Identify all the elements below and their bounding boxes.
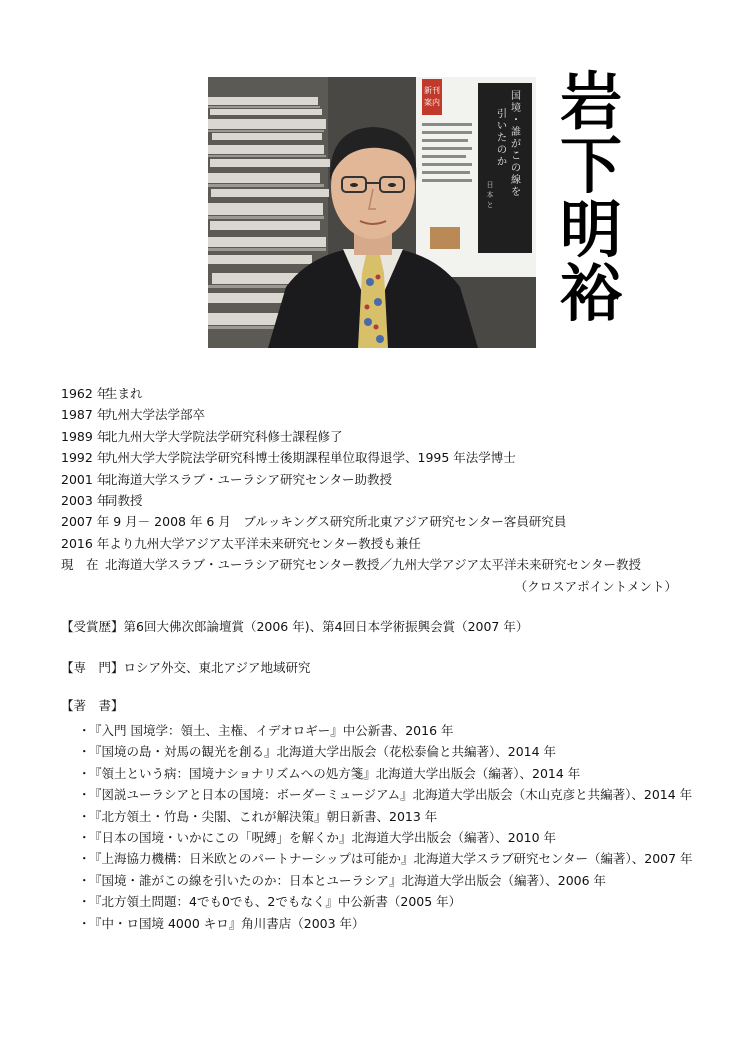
book-item	[78, 891, 698, 912]
poster-tag: 新刊	[424, 86, 440, 95]
book-title: 『中・ロ国境 4000 キロ』角川書店（2003 年）	[89, 915, 365, 931]
career-row	[61, 426, 691, 447]
author-photo	[208, 77, 536, 348]
svg-text:案内: 案内	[424, 98, 440, 107]
book-title: 『北方領土・竹島・尖閣、これが解決策』朝日新書、2013 年	[89, 808, 438, 824]
book-item	[78, 827, 698, 848]
svg-text:の: の	[511, 163, 521, 174]
career-history	[61, 383, 691, 597]
bullet-icon: ・	[78, 808, 91, 824]
svg-text:境: 境	[511, 103, 521, 114]
career-row	[61, 554, 691, 575]
book-item	[78, 806, 698, 827]
name-char: 下	[560, 129, 623, 202]
name-char: 明	[560, 193, 623, 266]
book-title: 『日本の国境・いかにこの「呪縛」を解くか』北海道大学出版会（編著）、2010 年	[89, 830, 557, 846]
career-year: 現 在	[61, 557, 99, 573]
bullet-icon: ・	[78, 744, 91, 760]
book-item	[78, 763, 698, 784]
career-text: 2007 年 9 月－ 2008 年 6 月 ブルッキングス研究所北東アジア研究センター客員研究員	[61, 514, 567, 530]
bullet-icon: ・	[78, 915, 91, 931]
bullet-icon: ・	[78, 872, 91, 888]
svg-text:日: 日	[486, 181, 494, 189]
person-name	[560, 65, 632, 330]
svg-text:こ: こ	[511, 151, 521, 162]
book-title: 『入門 国境学：領土、主権、イデオロギー』中公新書、2016 年	[89, 723, 454, 738]
svg-text:引: 引	[497, 109, 507, 120]
book-item	[78, 913, 698, 934]
name-char: 裕	[560, 257, 623, 330]
svg-text:が: が	[511, 139, 521, 150]
career-row	[61, 404, 691, 425]
books-list	[78, 720, 698, 934]
career-row	[61, 533, 691, 554]
svg-text:い: い	[497, 121, 507, 132]
bullet-icon: ・	[78, 830, 91, 846]
career-row	[61, 447, 691, 468]
book-item	[78, 720, 698, 741]
svg-text:・: ・	[511, 115, 521, 126]
name-char: 岩	[560, 65, 623, 138]
career-text: 北九州大学大学院法学研究科修士課程修了	[105, 428, 343, 444]
bullet-icon: ・	[78, 894, 91, 910]
career-row	[61, 490, 691, 511]
svg-text:た: た	[497, 133, 507, 144]
bullet-icon: ・	[78, 765, 91, 781]
svg-text:を: を	[511, 187, 521, 198]
book-title: 『北方領土問題：4でも0でも、2でもなく』中公新書（2005 年）	[89, 894, 462, 910]
career-text: 九州大学大学院法学研究科博士後期課程単位取得退学、1995 年法学博士	[105, 450, 516, 466]
career-text: 九州大学法学部卒	[105, 407, 206, 423]
career-row	[61, 511, 691, 532]
career-year: 1989 年	[61, 428, 110, 444]
career-row	[61, 383, 691, 404]
career-text: 北海道大学スラブ・ユーラシア研究センター教授／九州大学アジア太平洋未来研究センター教授	[105, 557, 642, 573]
book-item	[78, 870, 698, 891]
svg-text:誰: 誰	[511, 127, 521, 138]
career-year: 2001 年	[61, 471, 110, 487]
svg-text:本: 本	[486, 191, 494, 199]
career-year: 1992 年	[61, 450, 110, 466]
career-year: 1962 年	[61, 386, 110, 401]
career-text: 同教授	[105, 493, 143, 509]
career-text: 北海道大学スラブ・ユーラシア研究センター助教授	[105, 471, 393, 487]
svg-text:と: と	[486, 201, 494, 209]
book-title: 『上海協力機構：日米欧とのパートナーシップは可能か』北海道大学スラブ研究センター（編著）、2007 年	[89, 851, 693, 867]
specialty-line: 【専 門】ロシア外交、東北アジア地域研究	[61, 660, 311, 675]
book-item	[78, 741, 698, 762]
books-heading: 【著 書】	[61, 698, 124, 713]
book-title: 『国境の島・対馬の観光を創る』北海道大学出版会（花松泰倫と共編著）、2014 年	[89, 744, 557, 760]
career-year: 1987 年	[61, 407, 110, 423]
awards-line: 【受賞歴】第6回大佛次郎論壇賞（2006 年)、第4回日本学術振興会賞（2007 年）	[61, 619, 529, 634]
book-title: 『国境・誰がこの線を引いたのか：日本とユーラシア』北海道大学出版会（編著）、2006 年	[89, 872, 607, 888]
author-photo-illustration	[208, 77, 536, 348]
book-title: 『図説ユーラシアと日本の国境：ボーダーミュージアム』北海道大学出版会（木山克彦と共編著）、2014 年	[89, 787, 693, 803]
career-row	[61, 469, 691, 490]
career-year: 2003 年	[61, 493, 110, 509]
svg-text:か: か	[497, 157, 507, 168]
svg-text:線: 線	[511, 175, 521, 186]
book-title: 『領土という病：国境ナショナリズムへの処方箋』北海道大学出版会（編著）、2014 年	[89, 765, 581, 781]
book-item	[78, 848, 698, 869]
svg-text:国: 国	[511, 91, 521, 102]
career-text: 2016 年より九州大学アジア太平洋未来研究センター教授も兼任	[61, 535, 421, 551]
bullet-icon: ・	[78, 787, 91, 803]
svg-text:の: の	[497, 145, 507, 156]
career-note: （クロスアポイントメント）	[514, 578, 677, 594]
book-item	[78, 784, 698, 805]
bullet-icon: ・	[78, 851, 91, 867]
bullet-icon: ・	[78, 723, 91, 738]
career-text: 生まれ	[105, 386, 143, 401]
